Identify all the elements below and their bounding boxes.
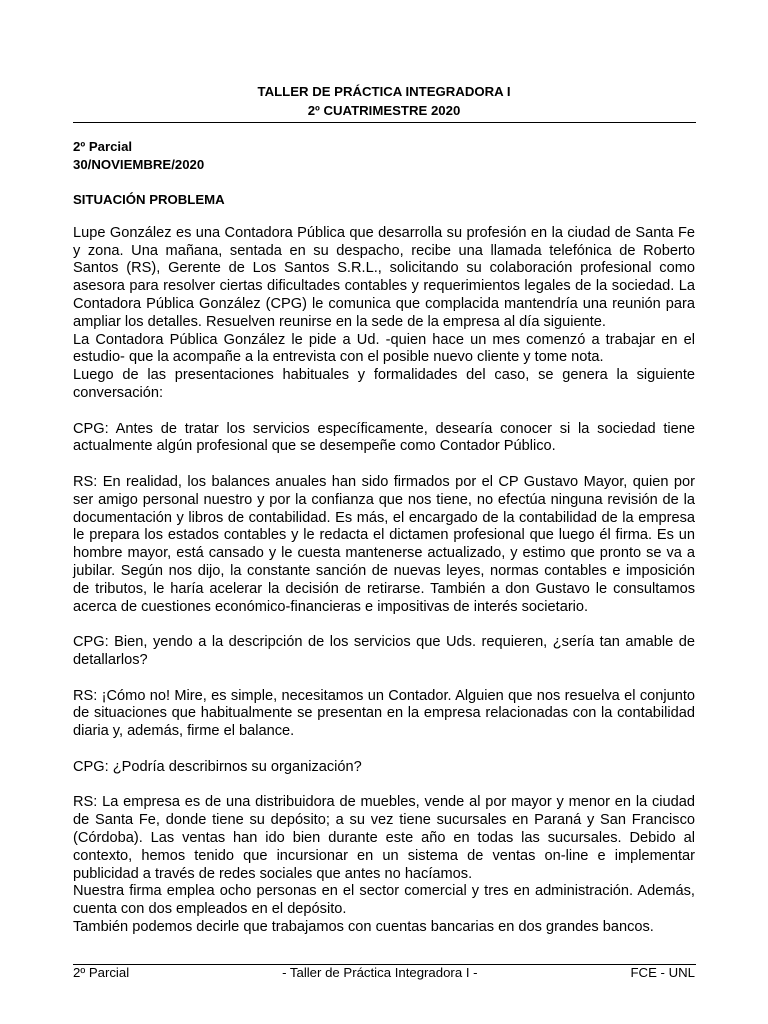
footer-center: - Taller de Práctica Integradora I -	[282, 965, 478, 980]
dialogue-rs-3: RS: La empresa es de una distribuidora de muebles, vende al por mayor y menor en la ciudad de Santa Fe, donde tiene su depósito; a su vez tiene sucursales en Paraná y San Francisco (Córdoba). Las ventas han ido bien durante este año en todas las sucursales. Debido al contexto, hemos tenido que incursionar en un sistema de ventas on-line e implementar publicidad a través de redes sociales que antes no hacíamos.	[73, 794, 695, 882]
dialogue-cpg-2: CPG: Bien, yendo a la descripción de los servicios que Uds. requieren, ¿sería tan amable de detallarlos?	[73, 634, 695, 668]
dialogue-rs-2: RS: ¡Cómo no! Mire, es simple, necesitamos un Contador. Alguien que nos resuelva el conjunto de situaciones que habitualmente se presentan en la empresa relacionadas con la contabilidad diaria y, además, firme el balance.	[73, 687, 695, 740]
exam-info	[73, 138, 695, 175]
footer-right: FCE - UNL	[630, 965, 695, 980]
paragraph-conversation-intro: Luego de las presentaciones habituales y formalidades del caso, se genera la siguiente conversación:	[73, 367, 695, 401]
page-footer	[73, 965, 695, 981]
document-title: TALLER DE PRÁCTICA INTEGRADORA I	[257, 84, 511, 99]
dialogue-rs-3-staff: Nuestra firma emplea ocho personas en el sector comercial y tres en administración. Además, cuenta con dos empleados en el depósito.	[73, 883, 695, 918]
exam-date: 30/NOVIEMBRE/2020	[73, 157, 205, 173]
document-subtitle: 2º CUATRIMESTRE 2020	[307, 103, 461, 118]
section-title: SITUACIÓN PROBLEMA	[73, 191, 225, 207]
dialogue-rs-3-banks: También podemos decirle que trabajamos con cuentas bancarias en dos grandes bancos.	[73, 918, 654, 935]
document-header	[73, 82, 695, 120]
exam-label: 2º Parcial	[73, 139, 133, 154]
footer-left: 2º Parcial	[73, 965, 130, 980]
header-divider	[73, 122, 696, 123]
dialogue-cpg-3: CPG: ¿Podría describirnos su organización?	[73, 758, 362, 775]
document-body	[73, 138, 695, 937]
dialogue-rs-1: RS: En realidad, los balances anuales han sido firmados por el CP Gustavo Mayor, quien por ser amigo personal nuestro y por la confianza que nos tiene, no efectúa ninguna revisión de la documentación y libros de contabilidad. Es más, el encargado de la contabilidad de la empresa le prepara los estados contables y le redacta el dictamen profesional que luego él firma. Es un hombre mayor, está cansado y le cuesta mantenerse actualizado, y estimo que pronto se va a jubilar. Según nos dijo, la constante sanción de nuevas leyes, normas contables e imposición de tributos, le haría acelerar la decisión de retirarse. También a don Gustavo le consultamos acerca de cuestiones económico-financieras e impositivas de interés societario.	[73, 473, 695, 615]
paragraph-request: La Contadora Pública González le pide a Ud. -quien hace un mes comenzó a trabajar en el estudio- que la acompañe a la entrevista con el posible nuevo cliente y tome nota.	[73, 331, 695, 366]
paragraph-intro: Lupe González es una Contadora Pública que desarrolla su profesión en la ciudad de Santa Fe y zona. Una mañana, sentada en su despacho, recibe una llamada telefónica de Roberto Santos (RS), Gerente de Los Santos S.R.L., solicitando su colaboración profesional como asesora para resolver ciertas dificultades contables y requerimientos legales de la sociedad. La Contadora Pública González (CPG) le comunica que complacida mantendría una reunión para ampliar los detalles. Resuelven reunirse en la sede de la empresa al día siguiente.	[73, 224, 695, 330]
dialogue-cpg-1: CPG: Antes de tratar los servicios específicamente, desearía conocer si la sociedad tiene actualmente algún profesional que se desempeñe como Contador Público.	[73, 420, 695, 455]
